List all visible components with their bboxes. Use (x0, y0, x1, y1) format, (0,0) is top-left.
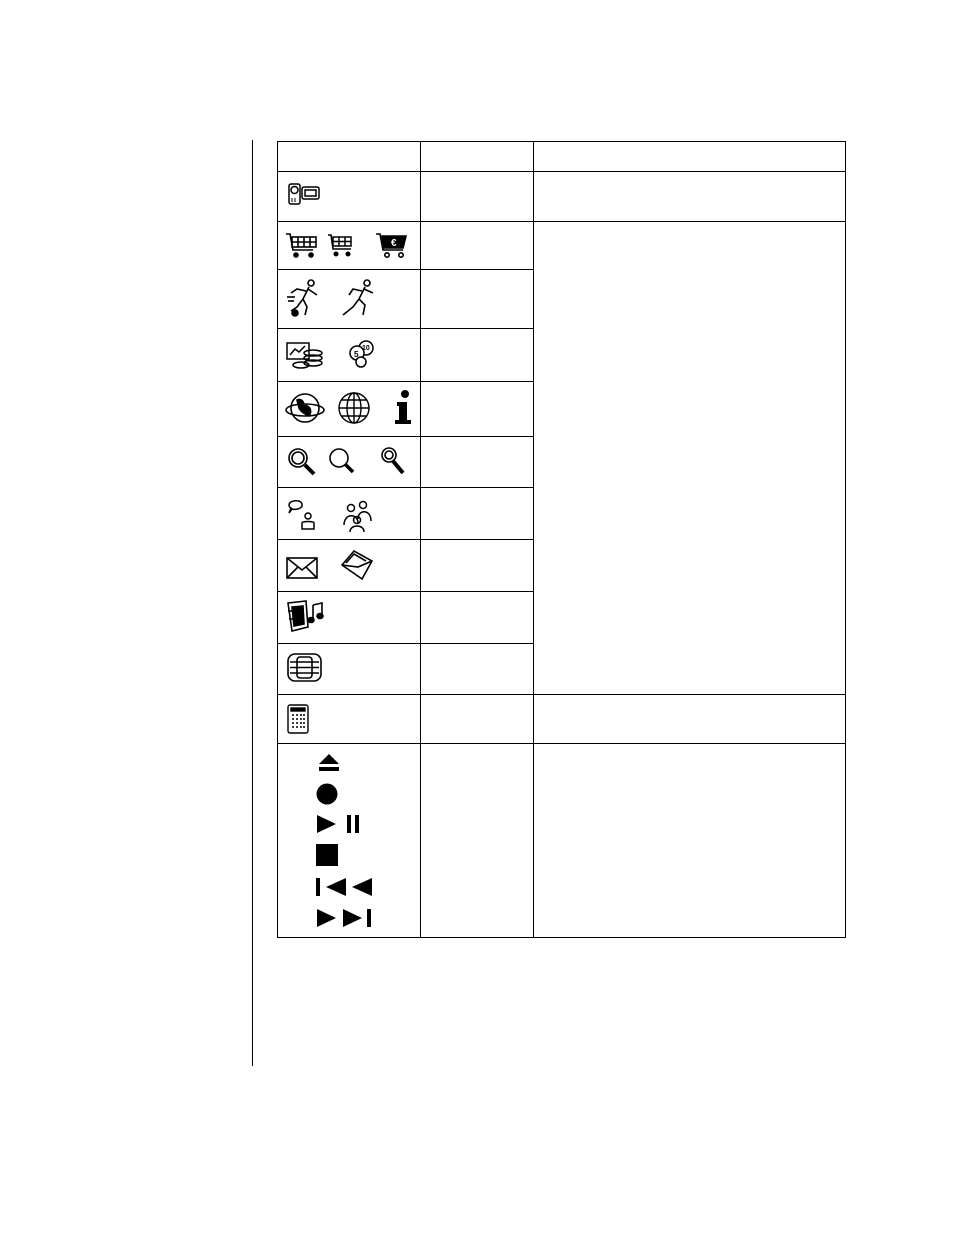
row-line (277, 591, 534, 592)
page-margin-rule (252, 140, 253, 1066)
previous-rewind-icon (316, 877, 376, 897)
shopping-cart-icon (285, 231, 319, 259)
row-line (277, 694, 846, 695)
euro-cart-icon (375, 231, 407, 259)
row-line (277, 381, 534, 382)
globe-icon (337, 391, 371, 425)
shopping-cart-small-icon (327, 233, 355, 257)
table-border-right (845, 141, 846, 938)
community-icon (341, 499, 373, 533)
svg-text:5: 5 (354, 350, 359, 359)
forward-next-icon (316, 907, 376, 929)
magnifier-small-icon (328, 447, 356, 475)
keypad-icon (287, 653, 323, 683)
media-music-icon (286, 599, 326, 633)
row-line (277, 269, 534, 270)
camera-icon (286, 182, 322, 206)
info-icon (393, 390, 413, 426)
table-border-top (277, 141, 846, 142)
coins-icon (347, 339, 377, 369)
row-line (277, 743, 846, 744)
row-line (277, 487, 534, 488)
magnifier-icon (287, 447, 317, 477)
record-icon (316, 783, 338, 805)
table-border-bottom (277, 937, 846, 938)
soccer-player-icon (285, 279, 321, 317)
row-line (277, 328, 534, 329)
row-line (277, 539, 534, 540)
globe-orbit-icon (285, 390, 325, 426)
open-envelope-icon (340, 549, 374, 581)
stop-icon (316, 844, 338, 866)
svg-text:€: € (391, 238, 397, 249)
row-line (277, 643, 534, 644)
row-line (277, 171, 846, 172)
svg-text:10: 10 (362, 345, 370, 352)
play-pause-icon (316, 814, 362, 834)
envelope-icon (286, 557, 318, 579)
chat-person-icon (287, 497, 319, 531)
finance-chart-coins-icon (286, 341, 324, 369)
magnifier-tilted-icon (379, 446, 407, 476)
row-line (277, 221, 846, 222)
row-line (277, 436, 534, 437)
icon-key-table (277, 141, 846, 938)
calculator-icon (287, 704, 309, 734)
eject-icon (317, 753, 341, 773)
runner-icon (339, 279, 377, 317)
